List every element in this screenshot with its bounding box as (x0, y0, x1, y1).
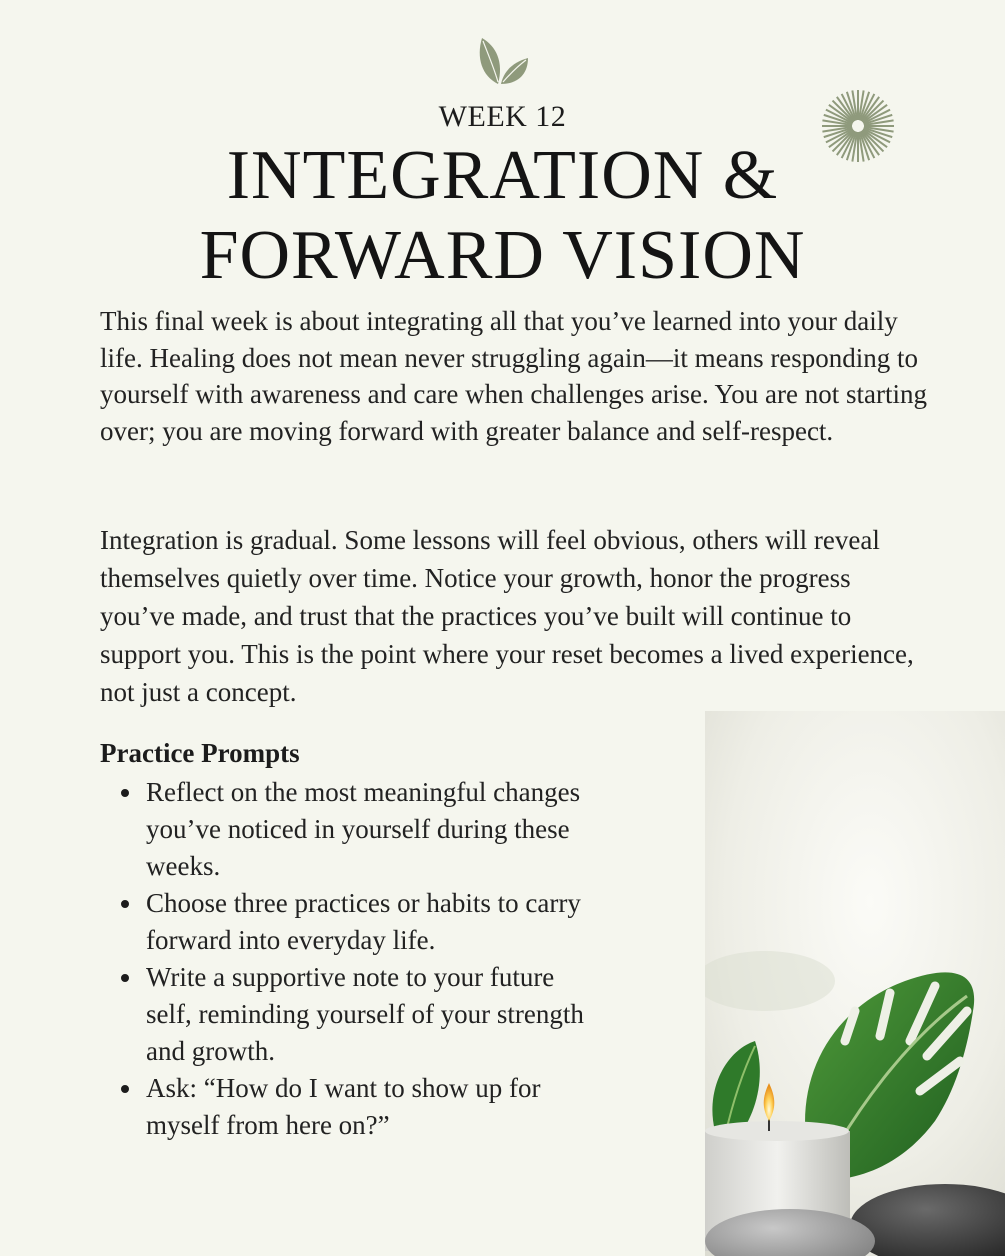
page-title (0, 136, 1005, 296)
intro-paragraph: This final week is about integrating all that you’ve learned into your daily life. Healing does not mean never struggling again—it means responding to yourself with awareness and care when challenges arise. You are not starting over; you are moving forward with greater balance and self-respect. (100, 306, 927, 446)
leaf-icon (474, 32, 530, 88)
title-line-1: INTEGRATION & (226, 137, 779, 214)
practice-prompts-list (146, 774, 596, 1144)
list-item: Choose three practices or habits to carry forward into everyday life. (146, 885, 596, 959)
title-line-2: FORWARD VISION (199, 217, 806, 294)
integration-paragraph: Integration is gradual. Some lessons will feel obvious, others will reveal themselves quietly over time. Notice your growth, honor the progress you’ve made, and trust that the practices you’ve built will continue to support you. This is the point where your reset becomes a lived experience, not just a concept. (100, 525, 914, 707)
candle-leaf-stones-photo (705, 711, 1005, 1256)
practice-prompts-heading: Practice Prompts (100, 738, 300, 768)
week-label: WEEK 12 (438, 100, 567, 133)
list-item: Write a supportive note to your future self, reminding yourself of your strength and growth. (146, 959, 596, 1070)
list-item: Reflect on the most meaningful changes you’ve noticed in yourself during these weeks. (146, 774, 596, 885)
list-item: Ask: “How do I want to show up for myself from here on?” (146, 1070, 596, 1144)
